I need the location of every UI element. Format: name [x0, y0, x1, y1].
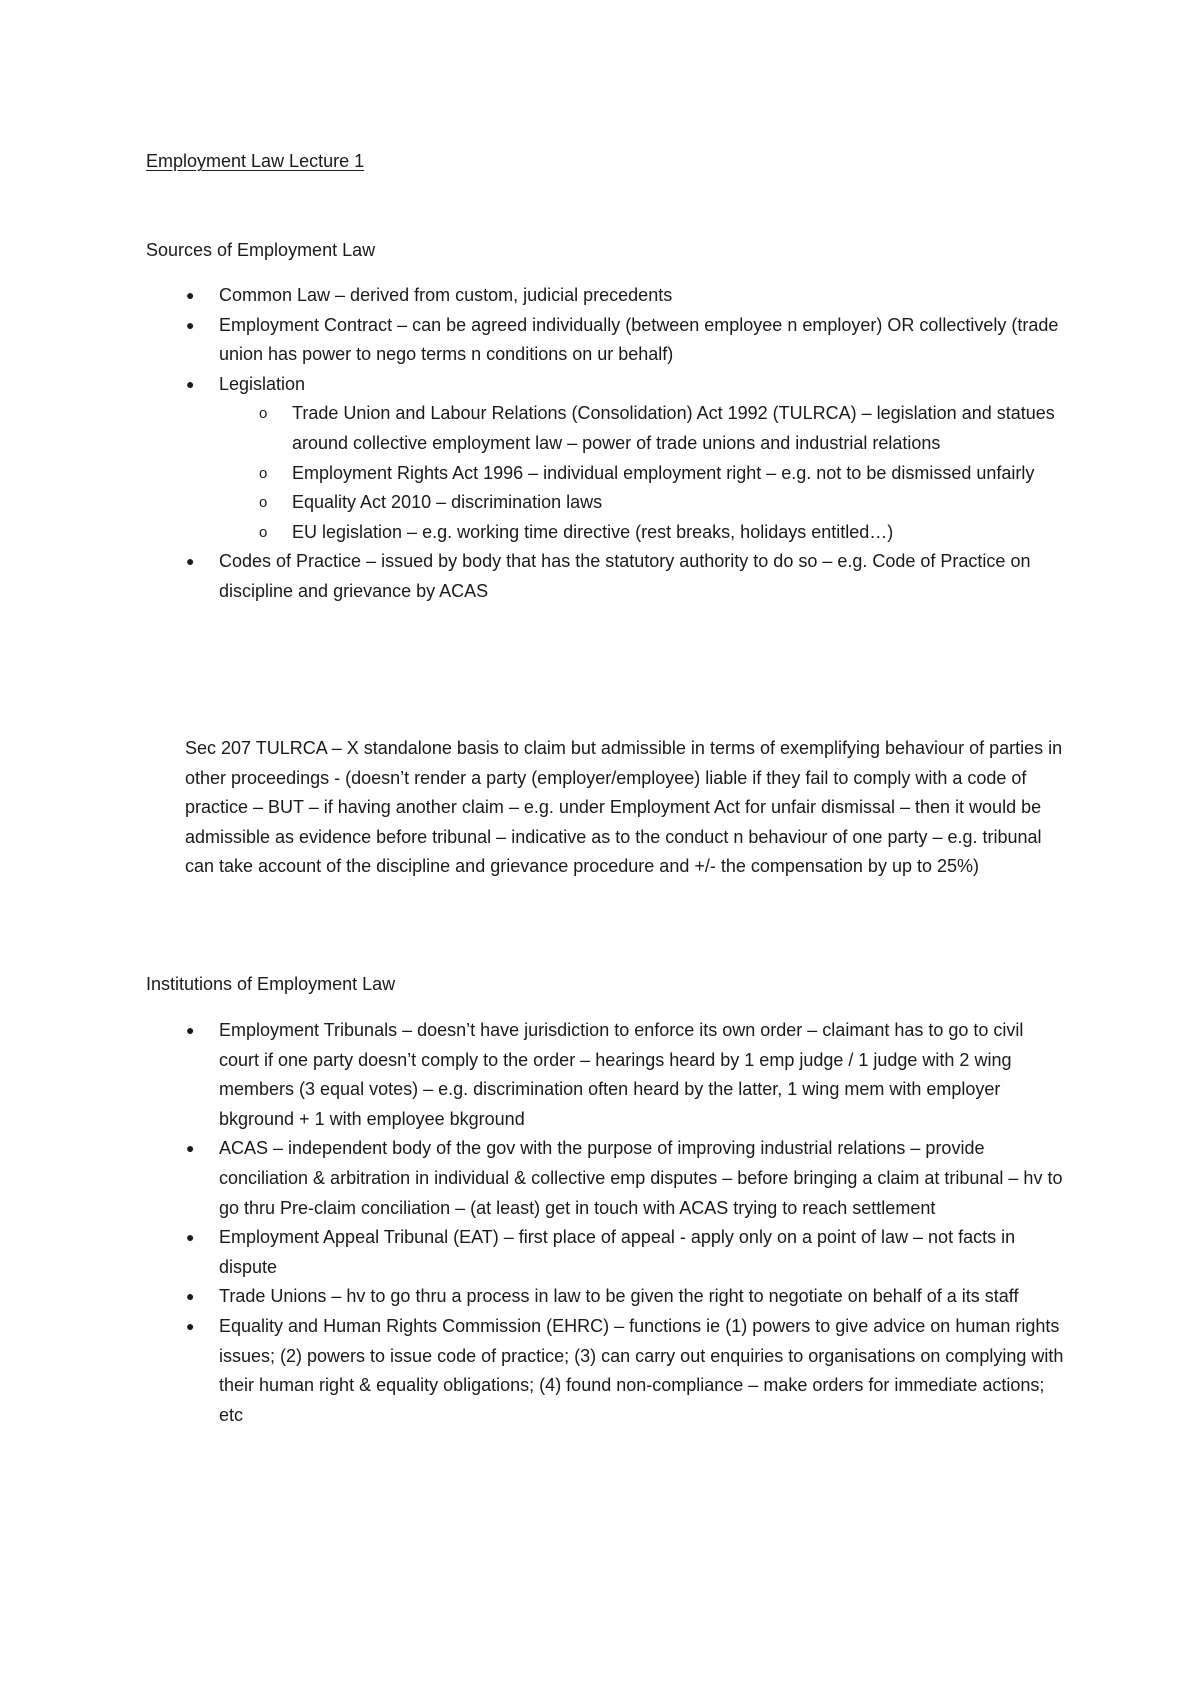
- list-item: [146, 281, 1066, 311]
- list-item: [146, 311, 1066, 370]
- sub-list-item-text: Employment Rights Act 1996 – individual employment right – e.g. not to be dismissed unfairly: [292, 462, 1035, 483]
- bullet-icon: ●: [186, 375, 195, 392]
- circle-bullet-icon: o: [259, 405, 268, 423]
- circle-bullet-icon: o: [259, 464, 268, 482]
- document-title: Employment Law Lecture 1: [146, 151, 365, 171]
- sources-list: [146, 281, 1066, 607]
- list-item: [146, 1016, 1066, 1134]
- sub-list-item: [219, 518, 1066, 548]
- circle-bullet-icon: o: [259, 494, 268, 512]
- bullet-icon: ●: [186, 553, 195, 570]
- list-item: [146, 547, 1066, 606]
- legislation-sublist: [219, 399, 1066, 547]
- circle-bullet-icon: o: [259, 523, 268, 541]
- sub-list-item: [219, 459, 1066, 489]
- bullet-icon: ●: [186, 1288, 195, 1305]
- list-item: [146, 370, 1066, 548]
- sub-list-item-text: Equality Act 2010 – discrimination laws: [292, 492, 603, 513]
- list-item-text: Codes of Practice – issued by body that has the statutory authority to do so – e.g. Code of Practice on discipline and grievance by ACAS: [219, 551, 1031, 601]
- list-item-text: ACAS – independent body of the gov with the purpose of improving industrial relations – provide conciliation & arbitration in individual & collective emp disputes – before bringing a claim at tribunal – hv to go thru Pre-claim conciliation – (at least) get in touch with ACAS trying to reach settlement: [219, 1138, 1063, 1218]
- list-item: [146, 1134, 1066, 1223]
- list-item-text: Legislation: [219, 373, 306, 394]
- list-item: [146, 1312, 1066, 1430]
- bullet-icon: ●: [186, 287, 195, 303]
- bullet-icon: ●: [186, 1022, 195, 1038]
- bullet-icon: ●: [186, 1229, 195, 1246]
- list-item-text: Employment Contract – can be agreed individually (between employee n employer) OR collectively (trade union has power to nego terms n conditions on ur behalf): [219, 314, 1059, 365]
- list-item: [146, 1223, 1066, 1282]
- list-item-text: Employment Appeal Tribunal (EAT) – first place of appeal - apply only on a point of law – not facts in dispute: [219, 1227, 1016, 1277]
- sub-list-item: [219, 399, 1066, 458]
- bullet-icon: ●: [186, 1140, 195, 1157]
- sec207-paragraph: Sec 207 TULRCA – X standalone basis to claim but admissible in terms of exemplifying behaviour of parties in other proceedings - (doesn’t render a party (employer/employee) liable if they fail to comply with a code of practice – BUT – if having another claim – e.g. under Employment Act for unfair dismissal – then it would be admissible as evidence before tribunal – indicative as to the conduct n behaviour of one party – e.g. tribunal can take account of the discipline and grievance procedure and +/- the compensation by up to 25%): [185, 738, 1063, 877]
- list-item-text: Employment Tribunals – doesn’t have jurisdiction to enforce its own order – claimant has to go to civil court if one party doesn’t comply to the order – hearings heard by 1 emp judge / 1 judge with 2 wing members (3 equal votes) – e.g. discrimination often heard by the latter, 1 wing mem with employer bkground + 1 with employee bkground: [219, 1020, 1024, 1129]
- list-item: [146, 1282, 1066, 1312]
- sub-list-item-text: EU legislation – e.g. working time directive (rest breaks, holidays entitled…): [292, 521, 894, 542]
- list-item-text: Common Law – derived from custom, judicial precedents: [219, 285, 673, 305]
- institutions-list: [146, 1016, 1066, 1430]
- list-item-text: Equality and Human Rights Commission (EHRC) – functions ie (1) powers to give advice on human rights issues; (2) powers to issue code of practice; (3) can carry out enquiries to organisations on complying with their human right & equality obligations; (4) found non-compliance – make orders for immediate actions; etc: [219, 1315, 1064, 1425]
- bullet-icon: ●: [186, 316, 195, 333]
- bullet-icon: ●: [186, 1317, 195, 1334]
- sub-list-item-text: Trade Union and Labour Relations (Consolidation) Act 1992 (TULRCA) – legislation and statues around collective employment law – power of trade unions and industrial relations: [292, 403, 1055, 453]
- sub-list-item: [219, 488, 1066, 518]
- institutions-heading: Institutions of Employment Law: [146, 974, 396, 994]
- sources-heading: Sources of Employment Law: [146, 240, 376, 260]
- list-item-text: Trade Unions – hv to go thru a process in law to be given the right to negotiate on behalf of a its staff: [219, 1286, 1019, 1307]
